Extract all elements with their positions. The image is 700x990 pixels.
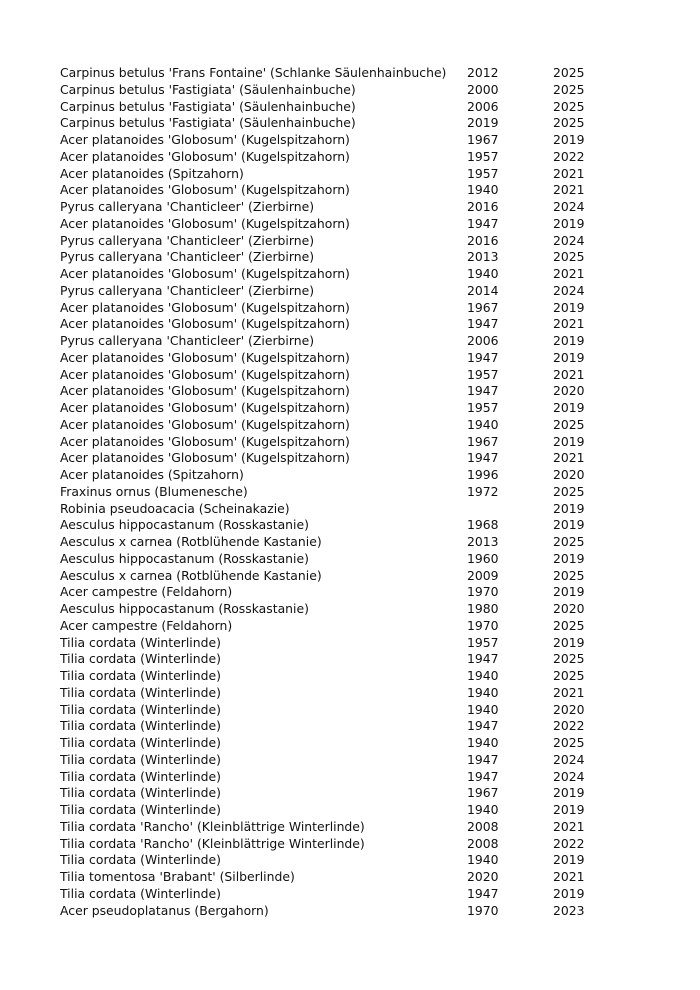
- species-cell: Acer platanoides 'Globosum' (Kugelspitzahorn): [60, 182, 350, 198]
- table-row: [60, 132, 620, 149]
- table-row: [60, 99, 620, 116]
- year-cell: 2019: [553, 852, 585, 868]
- species-cell: Acer platanoides 'Globosum' (Kugelspitzahorn): [60, 132, 350, 147]
- year-cell: 2019: [553, 333, 585, 348]
- species-cell: Pyrus calleryana 'Chanticleer' (Zierbirne): [60, 199, 315, 214]
- tree-list-table: [60, 65, 620, 919]
- table-row: [60, 903, 620, 920]
- species-cell: Acer pseudoplatanus (Bergahorn): [60, 902, 269, 918]
- planted-year-cell: 1967: [467, 299, 499, 315]
- year-cell: 2025: [553, 249, 585, 265]
- table-row: [60, 668, 620, 685]
- year-cell: 2025: [553, 651, 585, 667]
- year-cell: 2021: [553, 316, 585, 332]
- species-cell: Acer platanoides 'Globosum' (Kugelspitzahorn): [60, 416, 350, 432]
- table-row: [60, 501, 620, 518]
- planted-year-cell: 1957: [467, 148, 499, 164]
- planted-year-cell: 1940: [467, 416, 499, 432]
- species-cell: Acer platanoides 'Globosum' (Kugelspitzahorn): [60, 215, 350, 231]
- table-row: [60, 551, 620, 568]
- year-cell: 2024: [553, 282, 585, 298]
- table-row: [60, 400, 620, 417]
- table-row: [60, 601, 620, 618]
- species-cell: Acer platanoides 'Globosum' (Kugelspitzahorn): [60, 299, 350, 315]
- species-cell: Tilia cordata (Winterlinde): [60, 684, 221, 700]
- table-row: [60, 316, 620, 333]
- year-cell: 2022: [553, 148, 585, 164]
- table-row: [60, 350, 620, 367]
- table-row: [60, 266, 620, 283]
- year-cell: 2021: [553, 450, 585, 466]
- year-cell: 2021: [553, 818, 585, 834]
- table-row: [60, 651, 620, 668]
- planted-year-cell: 1940: [467, 852, 499, 868]
- year-cell: 2019: [553, 550, 585, 566]
- year-cell: 2019: [553, 785, 585, 801]
- year-cell: 2021: [553, 366, 585, 382]
- year-cell: 2021: [553, 182, 585, 198]
- year-cell: 2020: [553, 701, 585, 717]
- table-row: [60, 300, 620, 317]
- table-row: [60, 517, 620, 534]
- table-row: [60, 886, 620, 903]
- planted-year-cell: 1957: [467, 400, 499, 415]
- year-cell: 2020: [553, 467, 585, 482]
- table-row: [60, 149, 620, 166]
- planted-year-cell: 1947: [467, 215, 499, 231]
- species-cell: Acer platanoides 'Globosum' (Kugelspitzahorn): [60, 316, 350, 332]
- table-row: [60, 685, 620, 702]
- year-cell: 2024: [553, 199, 585, 214]
- year-cell: 2021: [553, 684, 585, 700]
- planted-year-cell: 1968: [467, 517, 499, 533]
- year-cell: 2019: [553, 885, 585, 901]
- table-row: [60, 752, 620, 769]
- species-cell: Robinia pseudoacacia (Scheinakazie): [60, 500, 290, 516]
- species-cell: Acer platanoides 'Globosum' (Kugelspitzahorn): [60, 148, 350, 164]
- planted-year-cell: 2006: [467, 98, 499, 114]
- year-cell: 2025: [553, 735, 585, 750]
- year-cell: 2019: [553, 500, 585, 516]
- year-cell: 2019: [553, 802, 585, 817]
- planted-year-cell: 1970: [467, 902, 499, 918]
- planted-year-cell: 1947: [467, 885, 499, 901]
- year-cell: 2025: [553, 567, 585, 583]
- year-cell: 2021: [553, 165, 585, 181]
- table-row: [60, 584, 620, 601]
- planted-year-cell: 2020: [467, 869, 499, 884]
- planted-year-cell: 1947: [467, 768, 499, 784]
- species-cell: Tilia tomentosa 'Brabant' (Silberlinde): [60, 869, 295, 884]
- species-cell: Tilia cordata (Winterlinde): [60, 751, 221, 767]
- table-row: [60, 450, 620, 467]
- species-cell: Aesculus x carnea (Rotblühende Kastanie): [60, 534, 322, 549]
- year-cell: 2021: [553, 869, 585, 884]
- planted-year-cell: 1940: [467, 668, 499, 683]
- species-cell: Acer platanoides 'Globosum' (Kugelspitzahorn): [60, 349, 350, 365]
- planted-year-cell: 1967: [467, 433, 499, 449]
- planted-year-cell: 2008: [467, 818, 499, 834]
- planted-year-cell: 1967: [467, 132, 499, 147]
- planted-year-cell: 2009: [467, 567, 499, 583]
- planted-year-cell: 2012: [467, 65, 499, 80]
- planted-year-cell: 1967: [467, 785, 499, 801]
- species-cell: Tilia cordata (Winterlinde): [60, 668, 221, 683]
- year-cell: 2019: [553, 517, 585, 533]
- planted-year-cell: 1996: [467, 467, 499, 482]
- species-cell: Acer campestre (Feldahorn): [60, 617, 233, 633]
- year-cell: 2025: [553, 483, 585, 499]
- table-row: [60, 65, 620, 82]
- species-cell: Tilia cordata (Winterlinde): [60, 885, 221, 901]
- year-cell: 2021: [553, 266, 585, 281]
- planted-year-cell: 2016: [467, 199, 499, 214]
- species-cell: Aesculus x carnea (Rotblühende Kastanie): [60, 567, 322, 583]
- species-cell: Aesculus hippocastanum (Rosskastanie): [60, 550, 309, 566]
- planted-year-cell: 1980: [467, 601, 499, 616]
- table-row: [60, 769, 620, 786]
- species-cell: Tilia cordata (Winterlinde): [60, 651, 221, 667]
- year-cell: 2025: [553, 98, 585, 114]
- year-cell: 2020: [553, 383, 585, 399]
- planted-year-cell: 1947: [467, 718, 499, 734]
- year-cell: 2022: [553, 835, 585, 851]
- species-cell: Carpinus betulus 'Frans Fontaine' (Schlanke Säulenhainbuche): [60, 65, 447, 80]
- year-cell: 2019: [553, 132, 585, 147]
- planted-year-cell: 2013: [467, 534, 499, 549]
- table-row: [60, 82, 620, 99]
- year-cell: 2023: [553, 902, 585, 918]
- species-cell: Tilia cordata (Winterlinde): [60, 634, 221, 650]
- table-row: [60, 333, 620, 350]
- planted-year-cell: 2006: [467, 333, 499, 348]
- species-cell: Tilia cordata (Winterlinde): [60, 802, 221, 817]
- planted-year-cell: 1970: [467, 584, 499, 600]
- species-cell: Pyrus calleryana 'Chanticleer' (Zierbirne): [60, 282, 315, 298]
- year-cell: 2019: [553, 400, 585, 415]
- species-cell: Acer campestre (Feldahorn): [60, 584, 233, 600]
- table-row: [60, 852, 620, 869]
- table-row: [60, 115, 620, 132]
- table-row: [60, 233, 620, 250]
- species-cell: Acer platanoides 'Globosum' (Kugelspitzahorn): [60, 366, 350, 382]
- species-cell: Pyrus calleryana 'Chanticleer' (Zierbirne): [60, 249, 315, 265]
- year-cell: 2019: [553, 299, 585, 315]
- table-row: [60, 249, 620, 266]
- year-cell: 2025: [553, 617, 585, 633]
- year-cell: 2024: [553, 751, 585, 767]
- species-cell: Tilia cordata (Winterlinde): [60, 768, 221, 784]
- planted-year-cell: 1940: [467, 684, 499, 700]
- table-row: [60, 166, 620, 183]
- year-cell: 2025: [553, 115, 585, 131]
- planted-year-cell: 1947: [467, 349, 499, 365]
- species-cell: Acer platanoides 'Globosum' (Kugelspitzahorn): [60, 266, 350, 281]
- planted-year-cell: 1940: [467, 701, 499, 717]
- year-cell: 2019: [553, 433, 585, 449]
- species-cell: Tilia cordata (Winterlinde): [60, 718, 221, 734]
- table-row: [60, 702, 620, 719]
- table-row: [60, 467, 620, 484]
- table-row: [60, 417, 620, 434]
- table-row: [60, 568, 620, 585]
- year-cell: 2019: [553, 215, 585, 231]
- planted-year-cell: 1947: [467, 651, 499, 667]
- species-cell: Carpinus betulus 'Fastigiata' (Säulenhainbuche): [60, 81, 356, 97]
- table-row: [60, 283, 620, 300]
- planted-year-cell: 1947: [467, 751, 499, 767]
- year-cell: 2022: [553, 718, 585, 734]
- planted-year-cell: 2013: [467, 249, 499, 265]
- species-cell: Tilia cordata (Winterlinde): [60, 785, 221, 801]
- species-cell: Carpinus betulus 'Fastigiata' (Säulenhainbuche): [60, 115, 356, 131]
- species-cell: Fraxinus ornus (Blumenesche): [60, 483, 248, 499]
- species-cell: Aesculus hippocastanum (Rosskastanie): [60, 517, 309, 533]
- planted-year-cell: 1957: [467, 634, 499, 650]
- table-row: [60, 618, 620, 635]
- planted-year-cell: 2016: [467, 232, 499, 248]
- species-cell: Acer platanoides 'Globosum' (Kugelspitzahorn): [60, 450, 350, 466]
- table-row: [60, 434, 620, 451]
- table-row: [60, 836, 620, 853]
- species-cell: Aesculus hippocastanum (Rosskastanie): [60, 601, 309, 616]
- planted-year-cell: 1947: [467, 383, 499, 399]
- species-cell: Pyrus calleryana 'Chanticleer' (Zierbirne): [60, 232, 315, 248]
- species-cell: Tilia cordata (Winterlinde): [60, 701, 221, 717]
- table-row: [60, 534, 620, 551]
- year-cell: 2020: [553, 601, 585, 616]
- planted-year-cell: 1957: [467, 165, 499, 181]
- planted-year-cell: 1940: [467, 802, 499, 817]
- year-cell: 2025: [553, 534, 585, 549]
- planted-year-cell: 2014: [467, 282, 499, 298]
- species-cell: Tilia cordata 'Rancho' (Kleinblättrige Winterlinde): [60, 818, 365, 834]
- table-row: [60, 718, 620, 735]
- year-cell: 2019: [553, 349, 585, 365]
- planted-year-cell: 1972: [467, 483, 499, 499]
- planted-year-cell: 1947: [467, 316, 499, 332]
- planted-year-cell: 1957: [467, 366, 499, 382]
- planted-year-cell: 1960: [467, 550, 499, 566]
- species-cell: Tilia cordata (Winterlinde): [60, 852, 221, 868]
- planted-year-cell: 2000: [467, 81, 499, 97]
- year-cell: 2025: [553, 416, 585, 432]
- table-row: [60, 735, 620, 752]
- planted-year-cell: 1940: [467, 182, 499, 198]
- table-row: [60, 383, 620, 400]
- species-cell: Pyrus calleryana 'Chanticleer' (Zierbirne): [60, 333, 315, 348]
- table-row: [60, 819, 620, 836]
- species-cell: Tilia cordata 'Rancho' (Kleinblättrige Winterlinde): [60, 835, 365, 851]
- species-cell: Acer platanoides 'Globosum' (Kugelspitzahorn): [60, 400, 350, 415]
- year-cell: 2019: [553, 584, 585, 600]
- table-row: [60, 484, 620, 501]
- table-row: [60, 367, 620, 384]
- planted-year-cell: 2019: [467, 115, 499, 131]
- year-cell: 2025: [553, 65, 585, 80]
- year-cell: 2025: [553, 668, 585, 683]
- year-cell: 2025: [553, 81, 585, 97]
- table-row: [60, 869, 620, 886]
- table-row: [60, 635, 620, 652]
- table-row: [60, 802, 620, 819]
- year-cell: 2019: [553, 634, 585, 650]
- table-row: [60, 785, 620, 802]
- table-row: [60, 216, 620, 233]
- species-cell: Tilia cordata (Winterlinde): [60, 735, 221, 750]
- species-cell: Carpinus betulus 'Fastigiata' (Säulenhainbuche): [60, 98, 356, 114]
- table-row: [60, 182, 620, 199]
- planted-year-cell: 1970: [467, 617, 499, 633]
- planted-year-cell: 1940: [467, 735, 499, 750]
- species-cell: Acer platanoides (Spitzahorn): [60, 165, 244, 181]
- table-row: [60, 199, 620, 216]
- planted-year-cell: 1940: [467, 266, 499, 281]
- year-cell: 2024: [553, 232, 585, 248]
- species-cell: Acer platanoides 'Globosum' (Kugelspitzahorn): [60, 383, 350, 399]
- year-cell: 2024: [553, 768, 585, 784]
- planted-year-cell: 1947: [467, 450, 499, 466]
- species-cell: Acer platanoides (Spitzahorn): [60, 467, 244, 482]
- species-cell: Acer platanoides 'Globosum' (Kugelspitzahorn): [60, 433, 350, 449]
- planted-year-cell: 2008: [467, 835, 499, 851]
